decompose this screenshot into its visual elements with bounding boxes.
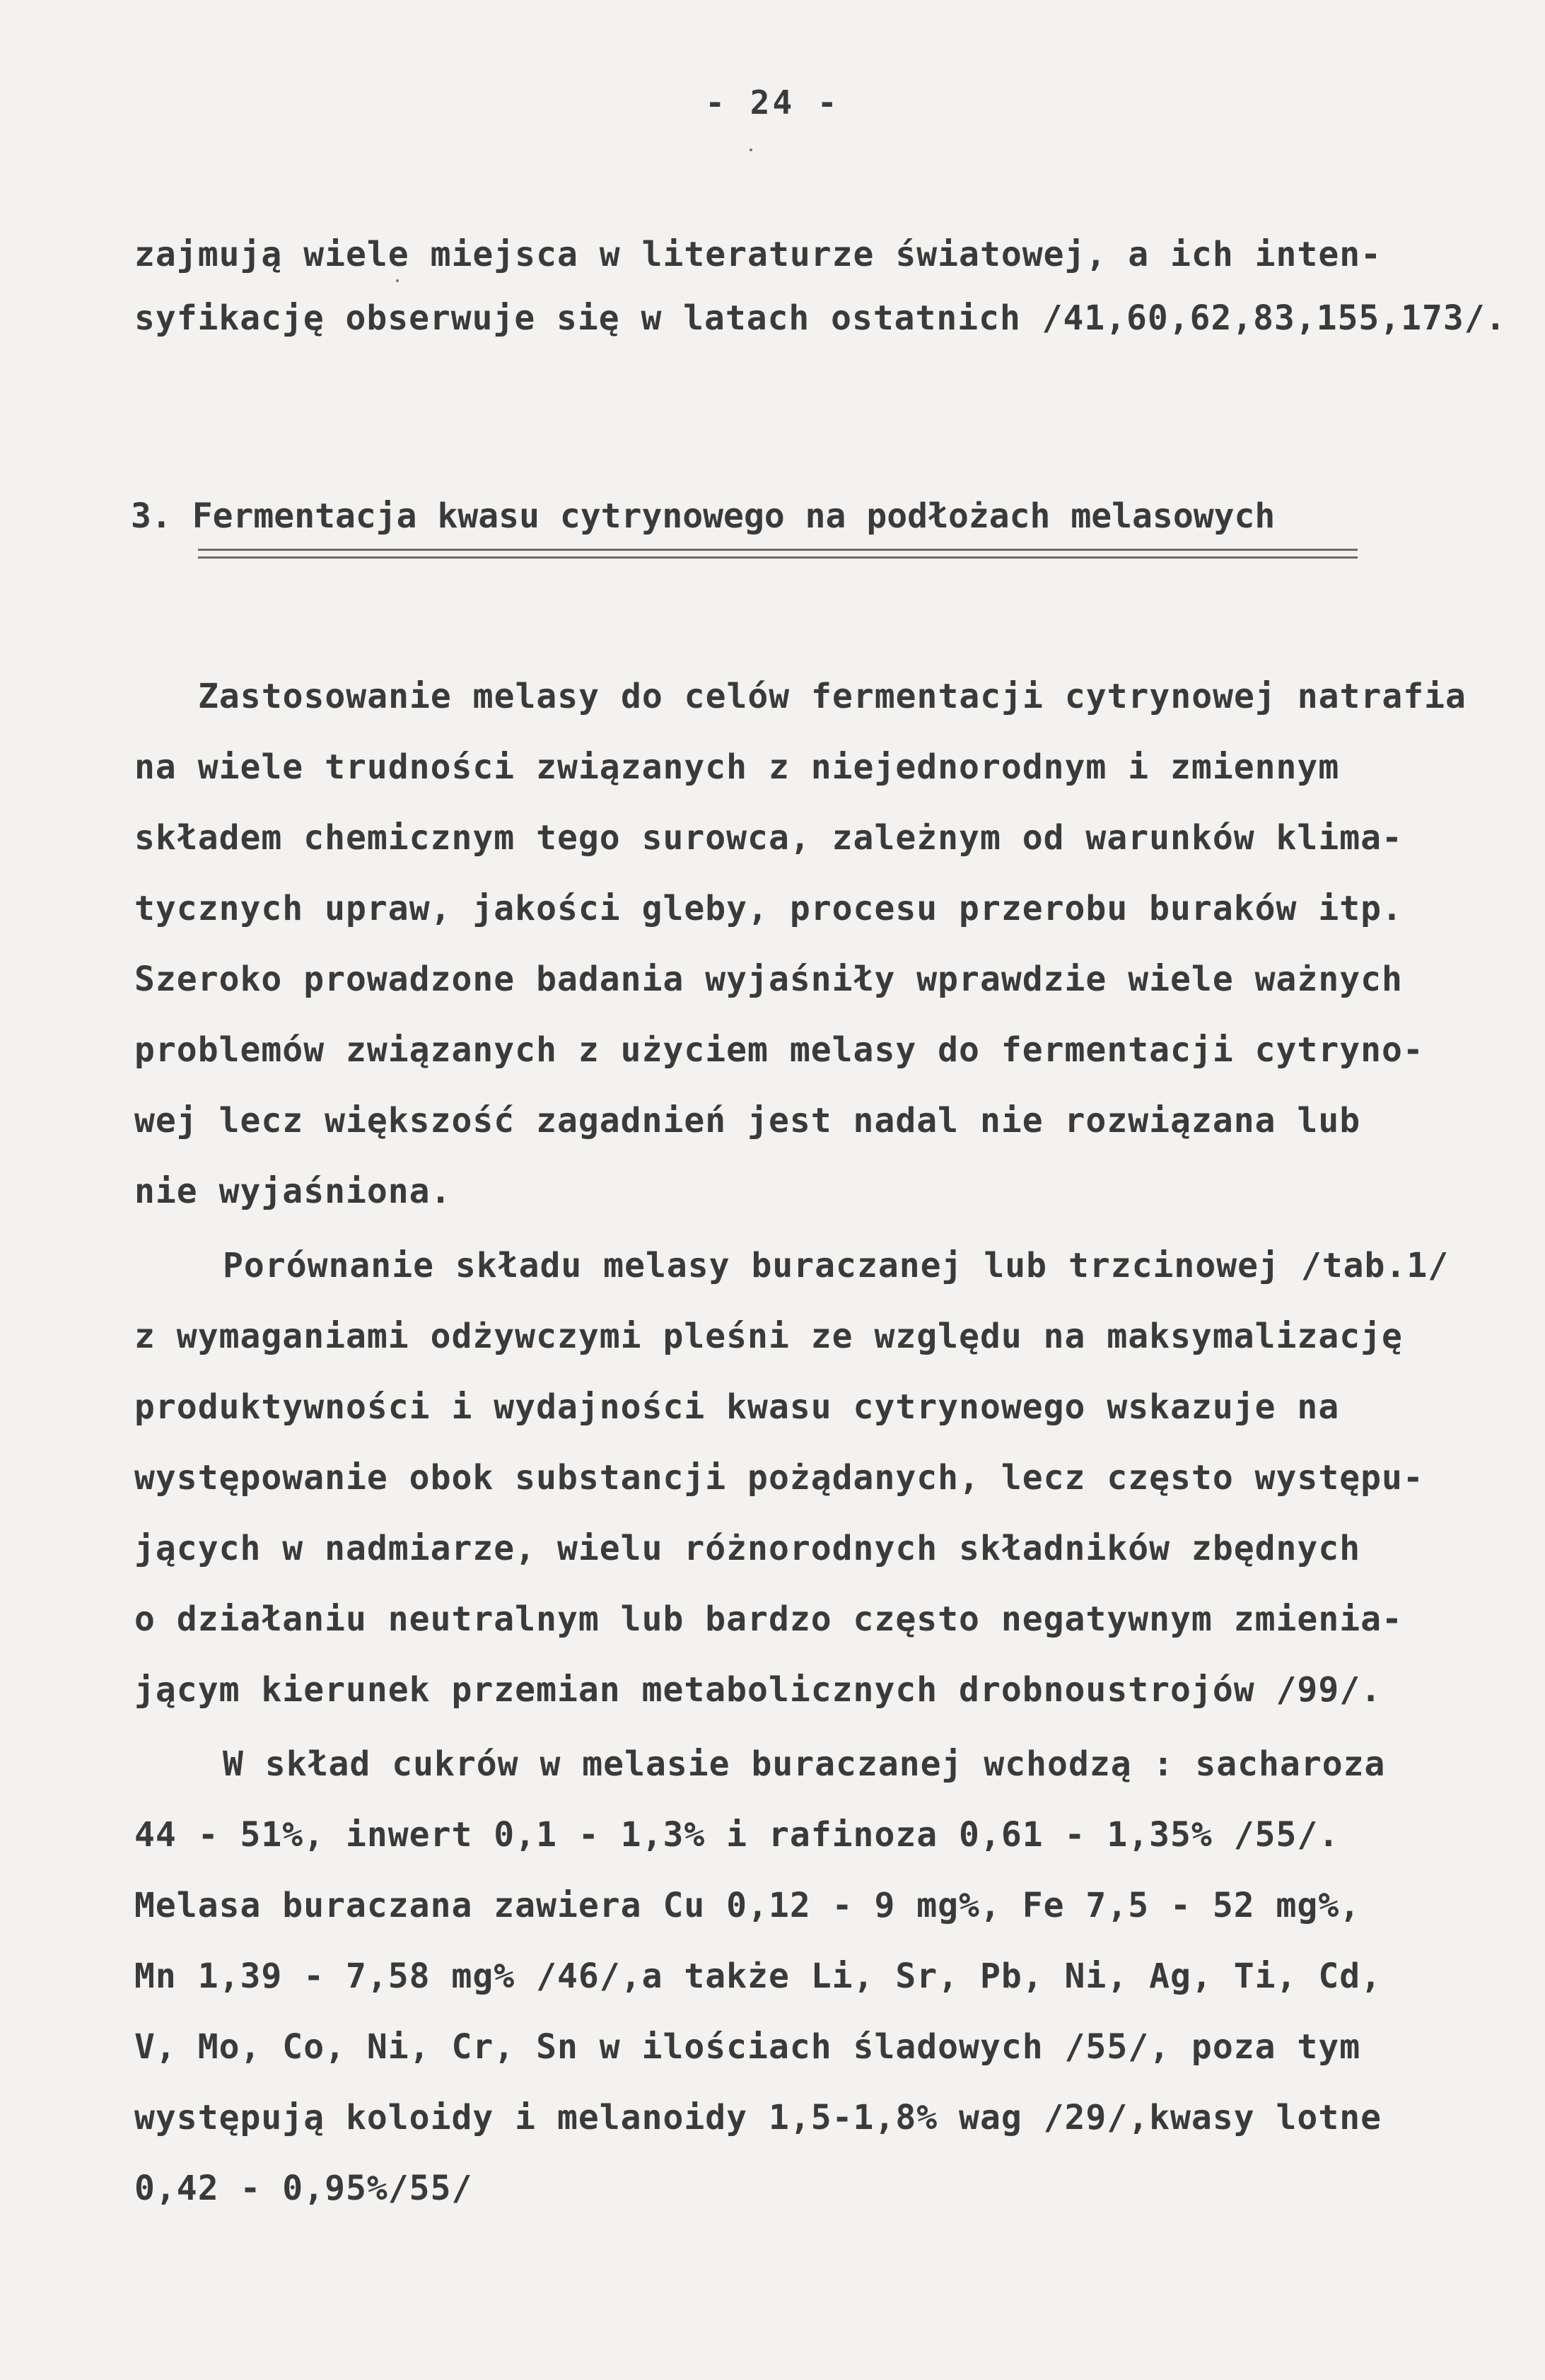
text-line: syfikację obserwuje się w latach ostatnich /41,60,62,83,155,173/.	[134, 298, 1507, 338]
text-line: jącym kierunek przemian metabolicznych drobnoustrojów /99/.	[134, 1670, 1382, 1710]
text-line: występują koloidy i melanoidy 1,5-1,8% wag /29/,kwasy lotne	[134, 2098, 1382, 2137]
text-line: Porównanie składu melasy buraczanej lub trzcinowej /tab.1/	[223, 1246, 1450, 1285]
text-line: występowanie obok substancji pożądanych, lecz często występu-	[134, 1458, 1424, 1498]
text-line: V, Mo, Co, Ni, Cr, Sn w ilościach śladowych /55/, poza tym	[134, 2027, 1361, 2067]
text-line: 0,42 - 0,95%/55/	[134, 2169, 473, 2208]
text-line: jących w nadmiarze, wielu różnorodnych składników zbędnych	[134, 1529, 1361, 1568]
text-line: W skład cukrów w melasie buraczanej wchodzą : sacharoza	[223, 1744, 1386, 1784]
text-line: 44 - 51%, inwert 0,1 - 1,3% i rafinoza 0,61 - 1,35% /55/.	[134, 1815, 1340, 1855]
paper-speck	[396, 279, 399, 282]
paper-speck	[750, 148, 752, 151]
text-line: o działaniu neutralnym lub bardzo często negatywnym zmienia-	[134, 1599, 1403, 1639]
heading-underline	[198, 549, 1358, 559]
section-heading: 3. Fermentacja kwasu cytrynowego na podłożach melasowych	[131, 496, 1276, 536]
text-line: Zastosowanie melasy do celów fermentacji cytrynowej natrafia	[198, 677, 1467, 716]
text-line: produktywności i wydajności kwasu cytrynowego wskazuje na	[134, 1387, 1340, 1427]
text-line: na wiele trudności związanych z niejednorodnym i zmiennym	[134, 747, 1340, 787]
text-line: z wymaganiami odżywczymi pleśni ze względu na maksymalizację	[134, 1317, 1403, 1356]
text-line: składem chemicznym tego surowca, zależnym od warunków klima-	[134, 818, 1403, 858]
text-line: problemów związanych z użyciem melasy do fermentacji cytryno-	[134, 1030, 1424, 1070]
text-line: zajmują wiele miejsca w literaturze światowej, a ich inten-	[134, 235, 1382, 274]
page-number: - 24 -	[705, 83, 840, 122]
text-line: Mn 1,39 - 7,58 mg% /46/,a także Li, Sr, Pb, Ni, Ag, Ti, Cd,	[134, 1956, 1382, 1996]
text-line: wej lecz większość zagadnień jest nadal nie rozwiązana lub	[134, 1101, 1361, 1141]
text-line: Szeroko prowadzone badania wyjaśniły wprawdzie wiele ważnych	[134, 959, 1403, 999]
text-line: tycznych upraw, jakości gleby, procesu przerobu buraków itp.	[134, 889, 1403, 928]
text-line: Melasa buraczana zawiera Cu 0,12 - 9 mg%, Fe 7,5 - 52 mg%,	[134, 1886, 1361, 1925]
text-line: nie wyjaśniona.	[134, 1172, 452, 1211]
